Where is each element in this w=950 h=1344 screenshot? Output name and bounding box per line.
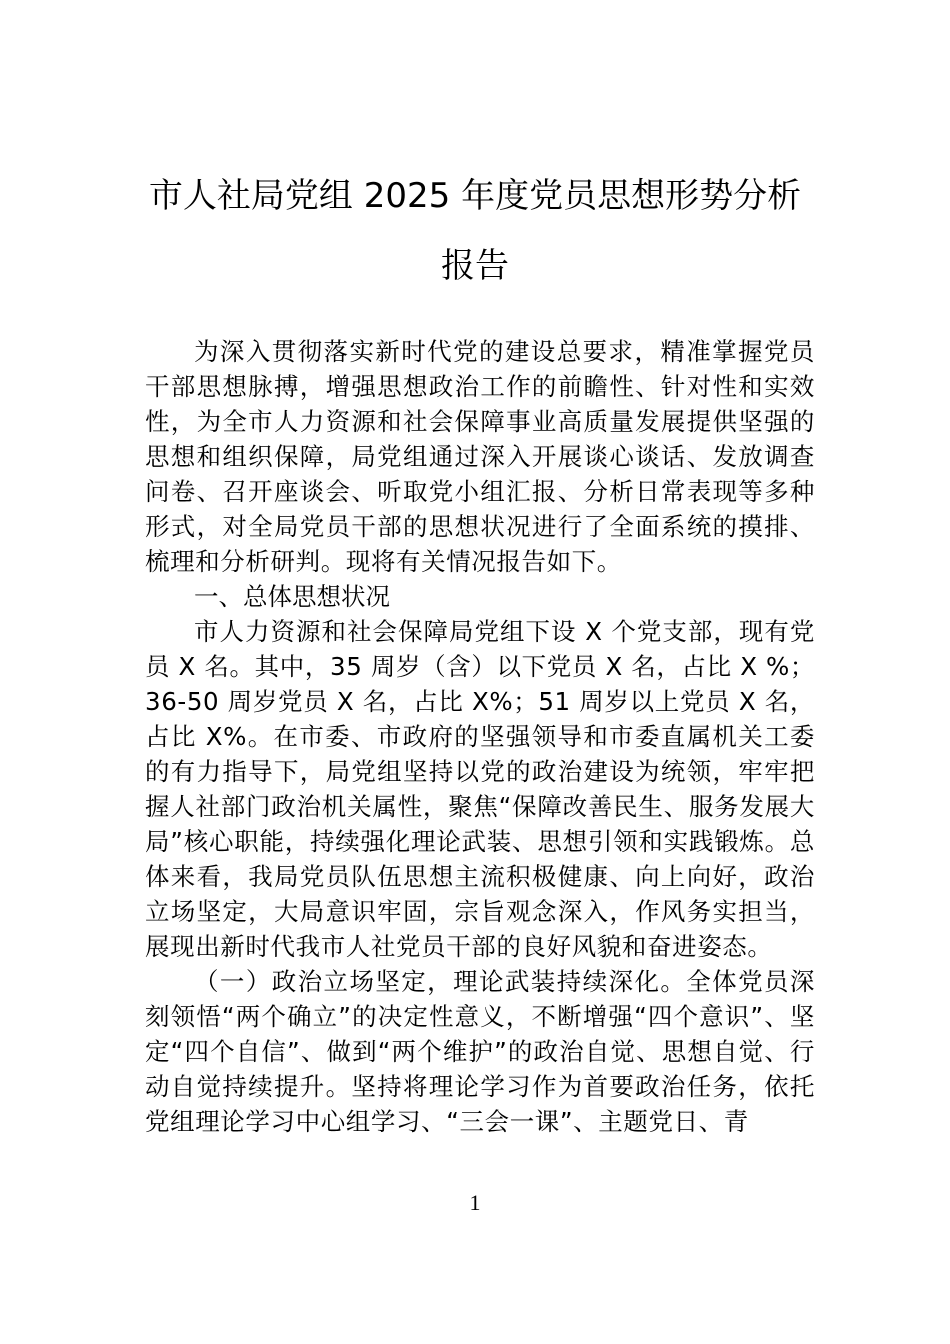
subsection-paragraph-political-stance: （一）政治立场坚定，理论武装持续深化。全体党员深刻领悟“两个确立”的决定性意义，不断增强“四个意识”、坚定“四个自信”、做到“两个维护”的政治自觉、思想自觉、行动自觉持续提升。坚持将理论学习作为首要政治任务，依托党组理论学习中心组学习、“三会一课”、主题党日、青: [145, 967, 815, 1136]
document-title-line-1: 市人社局党组 2025 年度党员思想形势分析: [148, 176, 802, 216]
document-body: [145, 334, 815, 1139]
document-title-line-2: 报告: [441, 246, 509, 286]
page-number: 1: [469, 1190, 481, 1215]
intro-paragraph: 为深入贯彻落实新时代党的建设总要求，精准掌握党员干部思想脉搏，增强思想政治工作的前瞻性、针对性和实效性，为全市人力资源和社会保障事业高质量发展提供坚强的思想和组织保障，局党组通过深入开展谈心谈话、发放调查问卷、召开座谈会、听取党小组汇报、分析日常表现等多种形式，对全局党员干部的思想状况进行了全面系统的摸排、梳理和分析研判。现将有关情况报告如下。: [145, 337, 815, 576]
section-heading-overall: 一、总体思想状况: [194, 582, 390, 611]
section-paragraph-overall: 市人力资源和社会保障局党组下设 X 个党支部，现有党员 X 名。其中，35 周岁（含）以下党员 X 名，占比 X %；36-50 周岁党员 X 名，占比 X%；51 周岁以上党员 X 名，占比 X%。在市委、市政府的坚强领导和市委直属机关工委的有力指导下，局党组坚持以党的政治建设为统领，牢牢把握人社部门政治机关属性，聚焦“保障改善民生、服务发展大局”核心职能，持续强化理论武装、思想引领和实践锻炼。总体来看，我局党员队伍思想主流积极健康、向上向好，政治立场坚定，大局意识牢固，宗旨观念深入，作风务实担当，展现出新时代我市人社党员干部的良好风貌和奋进姿态。: [145, 617, 815, 961]
